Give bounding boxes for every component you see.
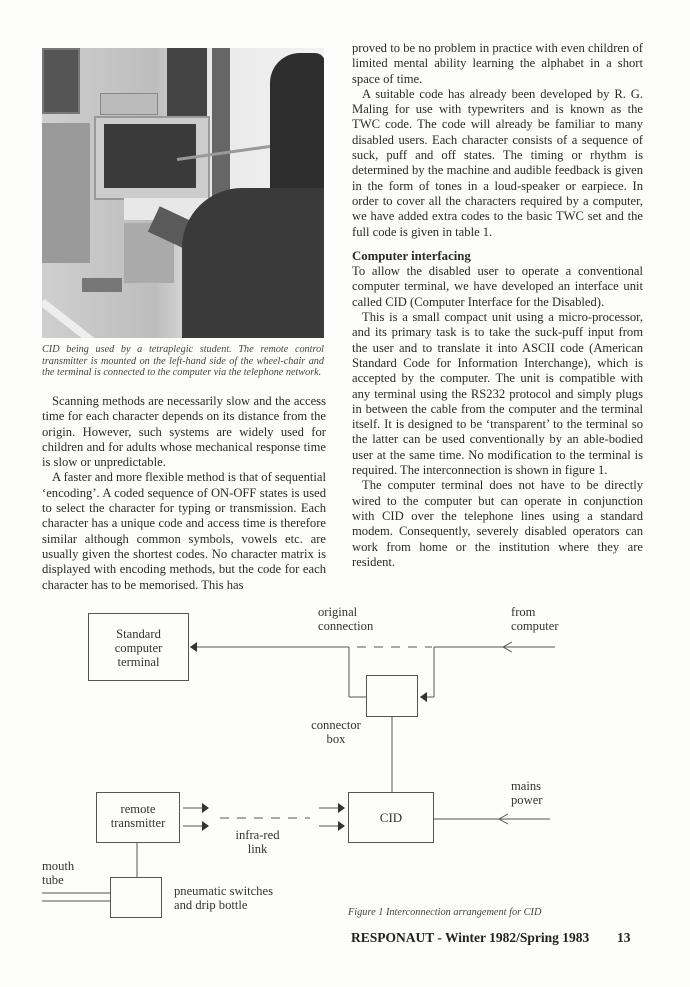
arrow-to-terminal-icon <box>190 642 197 652</box>
paragraph: This is a small compact unit using a micro-processor, and its primary task is to take the suck-puff input from the user and to translate it into ASCII code (American Standard Code for Information Interchange), which is accepted by the computer. The unit is compatible with any terminal using the RS232 protocol and simply plugs in between the cable from the computer and the terminal itself. It is designed to be ‘transparent’ to the terminal so the latter can be used conventionally by an able-bodied user at the same time. No modification to the terminal is required. The interconnection is shown in figure 1. <box>352 310 643 478</box>
label-line: connector <box>311 718 361 732</box>
label-line: mouth <box>42 859 75 873</box>
label-line: original <box>318 605 358 619</box>
cid-label: CID <box>379 810 403 825</box>
label-line: pneumatic switches <box>174 884 273 898</box>
label-line: computer <box>511 619 559 633</box>
pneumatic-switches-label <box>174 884 273 912</box>
page-number: 13 <box>617 930 631 945</box>
photo-caption: CID being used by a tetraplegic student. The remote control transmitter is mounted on the left-hand side of the wheel-chair and the terminal is connected to the computer via the telephone network. <box>42 344 324 379</box>
infrared-link-label <box>225 828 290 856</box>
paragraph: proved to be no problem in practice with even children of limited mental ability learning the alphabet in a short space of time. <box>352 41 643 86</box>
paragraph: The computer terminal does not have to be directly wired to the computer but can operate in conjunction with CID over the telephone lines using a standard modem. Consequently, severely disabled operators can work from home or the institution where they are resident. <box>352 478 643 569</box>
connector-box-label <box>305 718 367 746</box>
label-line: infra-red <box>235 828 280 842</box>
label-line: remote <box>120 802 156 816</box>
label-line: tube <box>42 873 64 887</box>
connector-box <box>366 675 418 717</box>
section-heading: Computer interfacing <box>352 248 471 263</box>
arrow-to-connector-icon <box>420 692 427 702</box>
paragraph: A suitable code has already been developed by R. G. Maling for use with typewriters and is known as the TWC code. The code will already be familiar to many disabled users. Each character consists of a sequence of suck, puff and off states. The timing or rhythm is determined by the machine and audible feedback is given in the form of tones in a loud-speaker or earpiece. In order to cover all the characters required by a computer, we have added extra codes to the basic TWC set and the full code is given in table 1. <box>352 86 643 239</box>
label-line: from <box>511 605 536 619</box>
paragraph: Scanning methods are necessarily slow and the access time for each character depends on its distance from the origin. However, such systems are widely used for children and for adults whose mechanical response time is slow or unpredictable. <box>42 394 326 470</box>
label-line: and drip bottle <box>174 898 248 912</box>
paragraph: A faster and more flexible method is that of sequential ‘encoding’. A coded sequence of ON-OFF states is used to select the character for typing or transmission. Each character has a unique code and access time is therefore similar although common symbols, vowels etc. are usually given the shortest codes. No character matrix is displayed with encoding methods, but the code for each character has to be memorised. This has <box>42 470 326 592</box>
publication-footer: RESPONAUT - Winter 1982/Spring 1983 <box>351 930 590 945</box>
mains-power-label <box>511 779 542 807</box>
label-line: connection <box>318 619 374 633</box>
label-line: computer <box>114 641 163 655</box>
mouth-tube-label <box>42 859 74 887</box>
label-line: Standard <box>116 627 161 641</box>
label-line: mains <box>511 779 542 793</box>
figure-caption: Figure 1 Interconnection arrangement for CID <box>348 907 542 918</box>
label-line: transmitter <box>110 816 166 830</box>
original-connection-label <box>318 605 373 633</box>
pneumatic-switches-box <box>110 877 162 918</box>
remote-transmitter-label <box>96 802 180 830</box>
label-line: box <box>326 732 346 746</box>
label-line: link <box>247 842 268 856</box>
label-line: power <box>511 793 543 807</box>
terminal-label <box>88 627 189 669</box>
label-line: terminal <box>117 655 160 669</box>
paragraph: To allow the disabled user to operate a conventional computer terminal, we have developed an interface unit called CID (Computer Interface for the Disabled). <box>352 264 643 309</box>
from-computer-label <box>511 605 559 633</box>
